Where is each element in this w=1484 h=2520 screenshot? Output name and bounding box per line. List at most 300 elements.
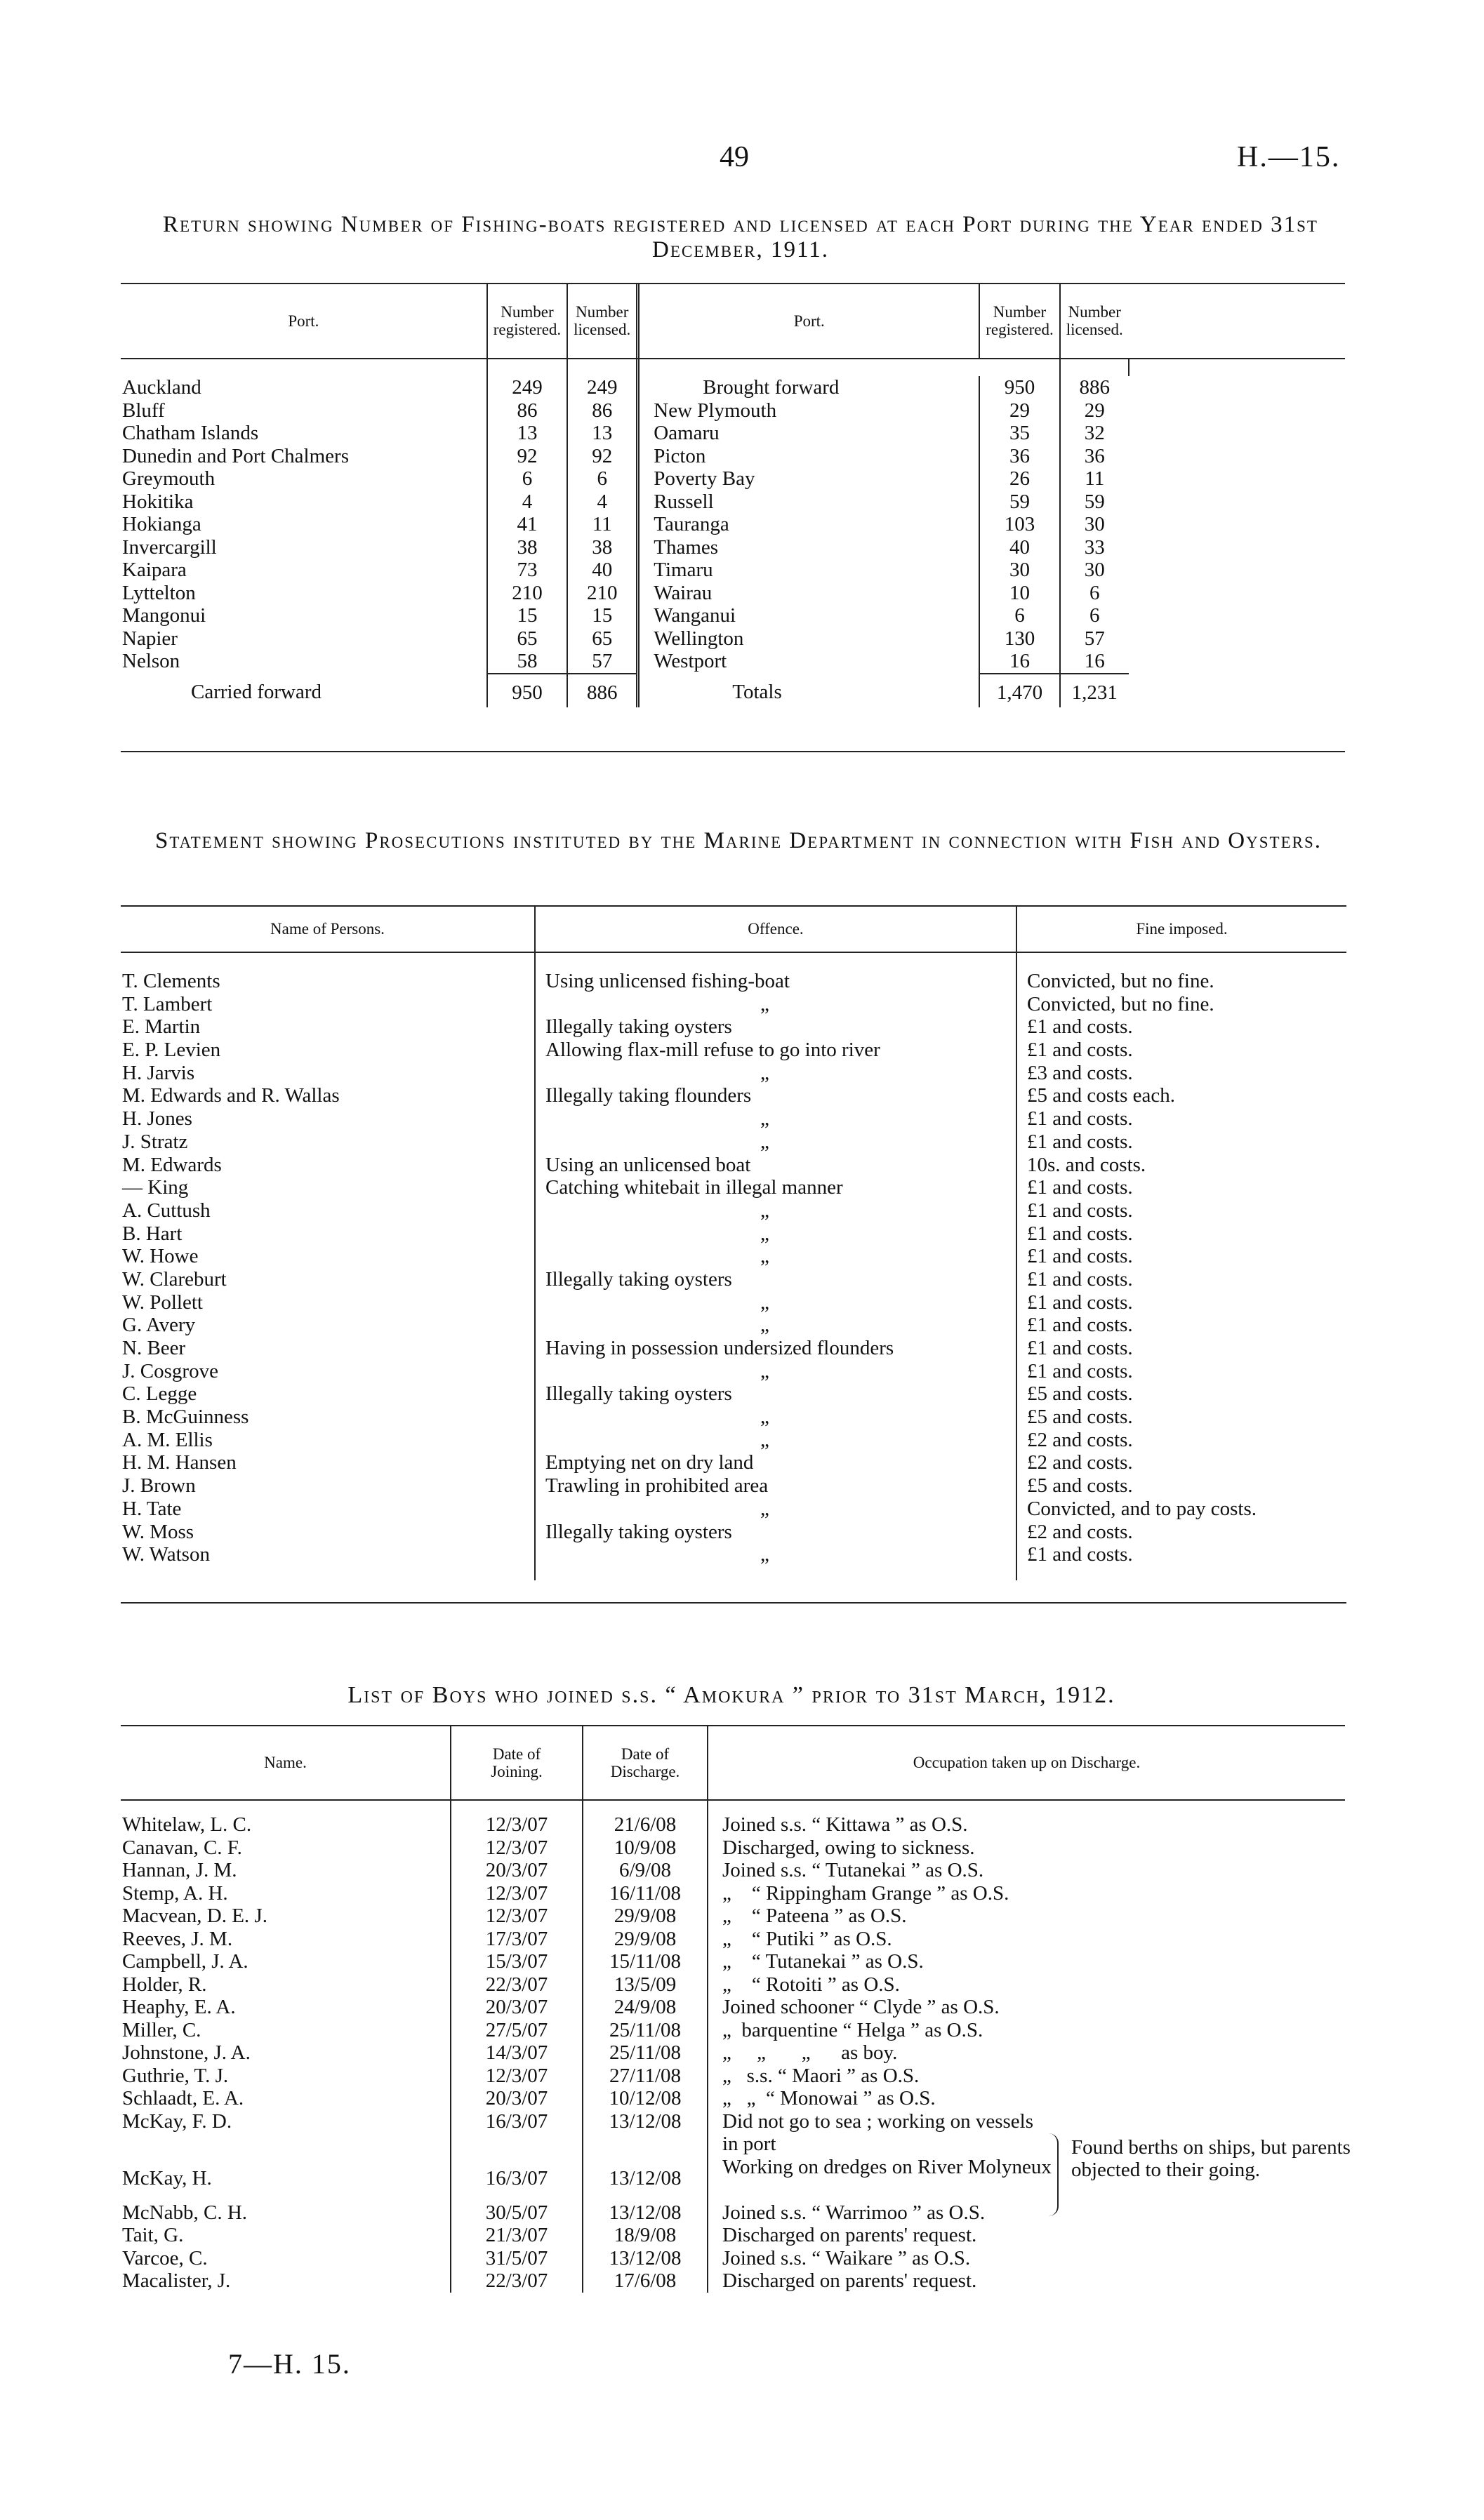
occupation-text: Discharged on parents' request. — [708, 2224, 1345, 2247]
fine-text: £3 and costs. — [1016, 1062, 1346, 1085]
date-of-joining: 30/5/07 — [451, 2201, 583, 2225]
offence-text: Using an unlicensed boat — [535, 1154, 1016, 1177]
person-name: J. Stratz — [122, 1130, 188, 1153]
date-of-joining: 12/3/07 — [451, 1836, 583, 1860]
licensed-count: 15 — [567, 604, 638, 627]
offence-text: Allowing flax-mill refuse to go into river — [535, 1039, 1016, 1062]
fine-text: £1 and costs. — [1016, 1314, 1346, 1337]
date-of-discharge: 18/9/08 — [583, 2224, 708, 2247]
offence-text: Catching whitebait in illegal manner — [535, 1176, 1016, 1199]
date-of-discharge: 13/12/08 — [583, 2110, 708, 2156]
fine-text: £1 and costs. — [1016, 1107, 1346, 1131]
boy-name: Miller, C. — [122, 2018, 201, 2041]
prosecution-row — [121, 1521, 1346, 1544]
boy-row — [121, 1859, 1345, 1882]
licensed-count: 29 — [1060, 399, 1129, 422]
boats-table — [121, 284, 1345, 707]
occupation-text: „ „ “ Monowai ” as O.S. — [708, 2087, 1345, 2110]
boy-name: Reeves, J. M. — [122, 1927, 233, 1950]
offence-text: Emptying net on dry land — [535, 1451, 1016, 1474]
boats-row — [121, 422, 1345, 445]
offence-text: „ — [535, 1131, 1016, 1154]
boy-row — [121, 2019, 1345, 2042]
person-name: A. M. Ellis — [122, 1428, 213, 1451]
offence-text: Illegally taking oysters — [535, 1521, 1016, 1544]
offence-text: „ — [535, 1107, 1016, 1131]
port-name: Poverty Bay — [638, 467, 980, 491]
fine-text: Convicted, and to pay costs. — [1016, 1498, 1346, 1521]
person-name: E. Martin — [122, 1015, 201, 1039]
person-name: H. Jones — [122, 1107, 192, 1131]
boats-row — [121, 604, 1345, 627]
port-name: Hokitika — [122, 490, 194, 513]
prosecution-row — [121, 1451, 1346, 1474]
date-of-joining: 16/3/07 — [451, 2110, 583, 2156]
offence-text: Having in possession undersized flounders — [535, 1337, 1016, 1360]
date-of-joining: 12/3/07 — [451, 1882, 583, 1905]
registered-header: Number registered. — [487, 284, 567, 358]
prosecution-row — [121, 1406, 1346, 1429]
date-of-discharge: 24/9/08 — [583, 1996, 708, 2019]
person-name: N. Beer — [122, 1337, 186, 1359]
date-of-joining: 22/3/07 — [451, 1973, 583, 1996]
boy-row — [121, 2087, 1345, 2110]
occupation-text: „ “ Pateena ” as O.S. — [708, 1905, 1345, 1928]
registered-count: 59 — [979, 491, 1059, 514]
offence-text: Illegally taking oysters — [535, 1268, 1016, 1291]
registered-count: 950 — [979, 376, 1059, 399]
licensed-count: 40 — [567, 559, 638, 582]
boats-table-title: Return showing Number of Fishing-boats registered and licensed at each Port during the Year ended 31st December, 1911. — [163, 212, 1318, 262]
registered-count: 38 — [487, 536, 567, 559]
fine-text: £2 and costs. — [1016, 1521, 1346, 1544]
mckay-note: Found berths on ships, but parents objected to their going. — [1071, 2136, 1351, 2181]
boy-row — [121, 2224, 1345, 2247]
boy-name: Macvean, D. E. J. — [122, 1905, 267, 1927]
licensed-count: 886 — [1060, 376, 1129, 399]
date-of-joining: 12/3/07 — [451, 2065, 583, 2088]
registered-count: 65 — [487, 627, 567, 651]
fine-text: 10s. and costs. — [1016, 1154, 1346, 1177]
offence-text: „ — [535, 993, 1016, 1016]
prosecution-row — [121, 1291, 1346, 1314]
date-of-discharge: 21/6/08 — [583, 1813, 708, 1836]
licensed-count: 36 — [1060, 445, 1129, 468]
date-of-discharge: 6/9/08 — [583, 1859, 708, 1882]
name-of-persons-header: Name of Persons. — [270, 920, 385, 938]
page-number: 49 — [720, 141, 749, 173]
fine-text: £5 and costs each. — [1016, 1084, 1346, 1107]
registered-count: 130 — [979, 627, 1059, 651]
date-of-joining: 12/3/07 — [451, 1813, 583, 1836]
date-of-discharge: 13/5/09 — [583, 1973, 708, 1996]
person-name: H. Tate — [122, 1497, 182, 1520]
licensed-count: 11 — [567, 513, 638, 536]
boy-row — [121, 1928, 1345, 1951]
registered-count: 36 — [979, 445, 1059, 468]
licensed-count: 65 — [567, 627, 638, 651]
boats-row — [121, 376, 1345, 399]
registered-count: 41 — [487, 513, 567, 536]
document-reference: H.—15. — [1237, 141, 1341, 173]
occupation-text: „ “ Tutanekai ” as O.S. — [708, 1950, 1345, 1973]
port-name: Auckland — [122, 376, 201, 399]
registered-count: 6 — [487, 467, 567, 491]
boy-row — [121, 2065, 1345, 2088]
boy-row — [121, 2201, 1345, 2225]
boy-name: Schlaadt, E. A. — [122, 2087, 244, 2109]
boy-name: Hannan, J. M. — [122, 1859, 237, 1881]
date-of-discharge: 13/12/08 — [583, 2201, 708, 2225]
boy-name: Stemp, A. H. — [122, 1881, 228, 1905]
port-name: Mangonui — [122, 604, 206, 627]
port-header: Port. — [288, 312, 319, 330]
prosecution-row — [121, 970, 1346, 993]
date-of-discharge: 29/9/08 — [583, 1905, 708, 1928]
licensed-header-right: Number licensed. — [1060, 284, 1129, 358]
person-name: J. Cosgrove — [122, 1359, 218, 1382]
boy-name: Macalister, J. — [122, 2269, 231, 2292]
boats-row — [121, 627, 1345, 651]
date-of-joining: 22/3/07 — [451, 2269, 583, 2293]
date-of-discharge: 13/12/08 — [583, 2156, 708, 2201]
fine-text: £1 and costs. — [1016, 1360, 1346, 1383]
fine-text: Convicted, but no fine. — [1016, 970, 1346, 993]
port-name: Greymouth — [122, 467, 216, 490]
boy-name: McKay, F. D. — [122, 2109, 232, 2133]
boats-row — [121, 559, 1345, 582]
fine-text: £1 and costs. — [1016, 1291, 1346, 1314]
person-name: W. Howe — [122, 1245, 199, 1268]
carried-forward-label: Carried forward — [191, 680, 322, 703]
port-name: Tauranga — [638, 513, 980, 536]
date-of-joining: 17/3/07 — [451, 1928, 583, 1951]
prosecution-row — [121, 1131, 1346, 1154]
licensed-count: 30 — [1060, 513, 1129, 536]
fine-text: £5 and costs. — [1016, 1382, 1346, 1406]
offence-text: Illegally taking flounders — [535, 1084, 1016, 1107]
fine-text: £1 and costs. — [1016, 1268, 1346, 1291]
fine-text: £1 and costs. — [1016, 1245, 1346, 1268]
person-name: H. M. Hansen — [122, 1451, 237, 1474]
boy-row — [121, 1836, 1345, 1860]
date-of-discharge: 16/11/08 — [583, 1882, 708, 1905]
licensed-header: Number licensed. — [567, 284, 638, 358]
date-of-discharge: 25/11/08 — [583, 2019, 708, 2042]
date-of-discharge: 15/11/08 — [583, 1950, 708, 1973]
port-name: Wanganui — [638, 604, 980, 627]
registered-count: 30 — [979, 559, 1059, 582]
boats-row — [121, 467, 1345, 491]
registered-header-right: Number registered. — [979, 284, 1059, 358]
boats-row — [121, 491, 1345, 514]
prosecution-row — [121, 1498, 1346, 1521]
occupation-text: Joined schooner “ Clyde ” as O.S. — [708, 1996, 1345, 2019]
port-name: Brought forward — [638, 376, 980, 399]
prosecution-row — [121, 1314, 1346, 1337]
fine-text: £1 and costs. — [1016, 1199, 1346, 1222]
prosecutions-table-title: Statement showing Prosecutions instituted by the Marine Department in connection with Fish and Oysters. — [154, 828, 1323, 853]
licensed-count: 57 — [1060, 627, 1129, 651]
fine-text: £5 and costs. — [1016, 1406, 1346, 1429]
fine-text: £1 and costs. — [1016, 1337, 1346, 1360]
boy-name: Heaphy, E. A. — [122, 1996, 236, 2018]
registered-count: 58 — [487, 650, 567, 674]
occupation-text: „ barquentine “ Helga ” as O.S. — [708, 2019, 1345, 2042]
person-name: M. Edwards — [122, 1153, 222, 1176]
licensed-count: 57 — [567, 650, 638, 674]
date-of-joining: 15/3/07 — [451, 1950, 583, 1973]
registered-count: 16 — [979, 650, 1059, 674]
occupation-text: „ “ Putiki ” as O.S. — [708, 1928, 1345, 1951]
boy-row — [121, 1813, 1345, 1836]
offence-text: Using unlicensed fishing-boat — [535, 970, 1016, 993]
boy-name: Johnstone, J. A. — [122, 2041, 251, 2064]
prosecution-row — [121, 1360, 1346, 1383]
date-joining-header: Date of Joining. — [451, 1726, 583, 1799]
occupation-text: Joined s.s. “ Warrimoo ” as O.S. — [708, 2201, 1345, 2225]
offence-text: „ — [535, 1062, 1016, 1085]
date-of-discharge: 13/12/08 — [583, 2247, 708, 2270]
registered-count: 10 — [979, 582, 1059, 605]
port-name: Kaipara — [122, 559, 187, 581]
prosecution-row — [121, 1337, 1346, 1360]
boy-name: McNabb, C. H. — [122, 2201, 248, 2224]
licensed-count: 6 — [1060, 582, 1129, 605]
licensed-count: 210 — [567, 582, 638, 605]
occupation-text: Joined s.s. “ Waikare ” as O.S. — [708, 2247, 1345, 2270]
boy-name: Varcoe, C. — [122, 2246, 208, 2269]
boats-row — [121, 582, 1345, 605]
boats-row — [121, 445, 1345, 468]
boy-row — [121, 1905, 1345, 1928]
person-name: H. Jarvis — [122, 1061, 195, 1084]
occupation-text: Joined s.s. “ Tutanekai ” as O.S. — [708, 1859, 1345, 1882]
licensed-count: 30 — [1060, 559, 1129, 582]
licensed-count: 32 — [1060, 422, 1129, 445]
fine-text: £2 and costs. — [1016, 1451, 1346, 1474]
offence-text: „ — [535, 1291, 1016, 1314]
date-of-discharge: 25/11/08 — [583, 2041, 708, 2065]
boy-name: Tait, G. — [122, 2224, 184, 2246]
registered-count: 26 — [979, 467, 1059, 491]
port-name: Napier — [122, 627, 178, 650]
date-of-joining: 12/3/07 — [451, 1905, 583, 1928]
port-name: Chatham Islands — [122, 422, 259, 444]
date-of-joining: 31/5/07 — [451, 2247, 583, 2270]
port-name: Wairau — [638, 582, 980, 605]
licensed-count: 92 — [567, 445, 638, 468]
port-name: Timaru — [638, 559, 980, 582]
licensed-count: 13 — [567, 422, 638, 445]
boys-table — [121, 1726, 1345, 2293]
occupation-text: „ s.s. “ Maori ” as O.S. — [708, 2065, 1345, 2088]
offence-text: „ — [535, 1360, 1016, 1383]
offence-text: „ — [535, 1429, 1016, 1452]
person-name: C. Legge — [122, 1382, 197, 1406]
port-name: Oamaru — [638, 422, 980, 445]
licensed-count: 38 — [567, 536, 638, 559]
date-discharge-header: Date of Discharge. — [583, 1726, 708, 1799]
person-name: M. Edwards and R. Wallas — [122, 1084, 340, 1107]
person-name: T. Clements — [122, 970, 220, 992]
boy-name: Guthrie, T. J. — [122, 2064, 229, 2087]
fine-text: £1 and costs. — [1016, 1015, 1346, 1039]
offence-text: „ — [535, 1498, 1016, 1521]
offence-text: „ — [535, 1406, 1016, 1429]
carried-forward-registered: 950 — [487, 674, 567, 707]
boy-name-header: Name. — [264, 1754, 307, 1771]
port-name: Dunedin and Port Chalmers — [122, 444, 349, 467]
occupation-text: „ „ „ as boy. — [708, 2041, 1345, 2065]
date-of-joining: 20/3/07 — [451, 1859, 583, 1882]
prosecution-row — [121, 1474, 1346, 1498]
person-name: W. Pollett — [122, 1291, 203, 1314]
boy-name: Holder, R. — [122, 1973, 207, 1996]
boy-name: Whitelaw, L. C. — [122, 1813, 252, 1836]
licensed-count: 86 — [567, 399, 638, 422]
prosecution-row — [121, 1084, 1346, 1107]
boy-row — [121, 2247, 1345, 2270]
date-of-discharge: 29/9/08 — [583, 1928, 708, 1951]
offence-text: „ — [535, 1314, 1016, 1337]
registered-count: 13 — [487, 422, 567, 445]
date-of-joining: 21/3/07 — [451, 2224, 583, 2247]
boats-row — [121, 650, 1345, 674]
boats-row — [121, 536, 1345, 559]
fine-text: Convicted, but no fine. — [1016, 993, 1346, 1016]
prosecution-row — [121, 1176, 1346, 1199]
prosecution-row — [121, 1543, 1346, 1566]
occupation-header: Occupation taken up on Discharge. — [708, 1726, 1345, 1799]
offence-text: Trawling in prohibited area — [535, 1474, 1016, 1498]
prosecution-row — [121, 1154, 1346, 1177]
occupation-text: Discharged, owing to sickness. — [708, 1836, 1345, 1860]
offence-text: „ — [535, 1245, 1016, 1268]
occupation-text: Discharged on parents' request. — [708, 2269, 1345, 2293]
registered-count: 103 — [979, 513, 1059, 536]
fine-text: £1 and costs. — [1016, 1039, 1346, 1062]
prosecutions-table — [121, 906, 1346, 1580]
offence-text: „ — [535, 1543, 1016, 1566]
boys-table-title: List of Boys who joined s.s. “ Amokura ” prior to 31st March, 1912. — [347, 1682, 1115, 1708]
port-name: Thames — [638, 536, 980, 559]
boy-name: McKay, H. — [122, 2166, 212, 2189]
prosecution-row — [121, 1382, 1346, 1406]
person-name: J. Brown — [122, 1474, 196, 1498]
prosecution-row — [121, 1039, 1346, 1062]
occupation-text: „ “ Rippingham Grange ” as O.S. — [708, 1882, 1345, 1905]
port-name: Westport — [638, 650, 980, 674]
licensed-count: 249 — [567, 376, 638, 399]
port-name: New Plymouth — [638, 399, 980, 422]
port-name: Lyttelton — [122, 581, 196, 604]
person-name: B. Hart — [122, 1222, 183, 1245]
date-of-discharge: 10/9/08 — [583, 1836, 708, 1860]
licensed-count: 6 — [567, 467, 638, 491]
prosecution-row — [121, 1245, 1346, 1268]
port-name: Invercargill — [122, 535, 217, 559]
person-name: W. Moss — [122, 1520, 194, 1543]
boy-row — [121, 1996, 1345, 2019]
registered-count: 210 — [487, 582, 567, 605]
boy-row — [121, 1950, 1345, 1973]
person-name: G. Avery — [122, 1314, 196, 1337]
licensed-count: 16 — [1060, 650, 1129, 674]
offence-text: Illegally taking oysters — [535, 1382, 1016, 1406]
licensed-count: 33 — [1060, 536, 1129, 559]
date-of-discharge: 27/11/08 — [583, 2065, 708, 2088]
mckay-bracket — [1047, 2133, 1059, 2216]
port-name: Hokianga — [122, 513, 201, 535]
boy-name: Campbell, J. A. — [122, 1950, 249, 1973]
occupation-text: „ “ Rotoiti ” as O.S. — [708, 1973, 1345, 1996]
registered-count: 35 — [979, 422, 1059, 445]
fine-header: Fine imposed. — [1016, 906, 1346, 952]
offence-header: Offence. — [535, 906, 1016, 952]
registered-count: 6 — [979, 604, 1059, 627]
offence-text: Illegally taking oysters — [535, 1015, 1016, 1039]
prosecution-row — [121, 1015, 1346, 1039]
registered-count: 29 — [979, 399, 1059, 422]
prosecution-row — [121, 1222, 1346, 1246]
occupation-wrap: Did not go to sea ; working on vessels in port — [722, 2109, 1034, 2155]
registered-count: 15 — [487, 604, 567, 627]
licensed-count: 11 — [1060, 467, 1129, 491]
boy-row — [121, 2269, 1345, 2293]
date-of-discharge: 10/12/08 — [583, 2087, 708, 2110]
person-name: — King — [122, 1176, 189, 1199]
occupation-wrap: Working on dredges on River Molyneux — [722, 2155, 1052, 2178]
fine-text: £5 and costs. — [1016, 1474, 1346, 1498]
boy-row — [121, 1973, 1345, 1996]
person-name: T. Lambert — [122, 992, 213, 1015]
total-licensed: 1,231 — [1060, 674, 1129, 707]
licensed-count: 6 — [1060, 604, 1129, 627]
port-name: Wellington — [638, 627, 980, 651]
boy-row — [121, 2041, 1345, 2065]
person-name: B. McGuinness — [122, 1406, 249, 1429]
person-name: W. Watson — [122, 1543, 210, 1566]
licensed-count: 59 — [1060, 491, 1129, 514]
person-name: E. P. Levien — [122, 1039, 221, 1062]
port-header-right: Port. — [638, 284, 980, 358]
date-of-joining: 20/3/07 — [451, 2087, 583, 2110]
registered-count: 73 — [487, 559, 567, 582]
registered-count: 92 — [487, 445, 567, 468]
date-of-discharge: 17/6/08 — [583, 2269, 708, 2293]
licensed-count: 4 — [567, 491, 638, 514]
offence-text: „ — [535, 1222, 1016, 1246]
prosecution-row — [121, 1107, 1346, 1131]
boy-name: Canavan, C. F. — [122, 1836, 242, 1859]
offence-text: „ — [535, 1199, 1016, 1222]
fine-text: £2 and costs. — [1016, 1429, 1346, 1452]
person-name: A. Cuttush — [122, 1199, 211, 1222]
port-name: Nelson — [122, 650, 180, 672]
port-name: Picton — [638, 445, 980, 468]
page-footer: 7—H. 15. — [228, 2348, 351, 2380]
prosecution-row — [121, 993, 1346, 1016]
fine-text: £1 and costs. — [1016, 1176, 1346, 1199]
registered-count: 40 — [979, 536, 1059, 559]
prosecution-row — [121, 1062, 1346, 1085]
date-of-joining: 16/3/07 — [451, 2156, 583, 2201]
port-name: Russell — [638, 491, 980, 514]
prosecution-row — [121, 1199, 1346, 1222]
registered-count: 4 — [487, 491, 567, 514]
boats-row — [121, 399, 1345, 422]
